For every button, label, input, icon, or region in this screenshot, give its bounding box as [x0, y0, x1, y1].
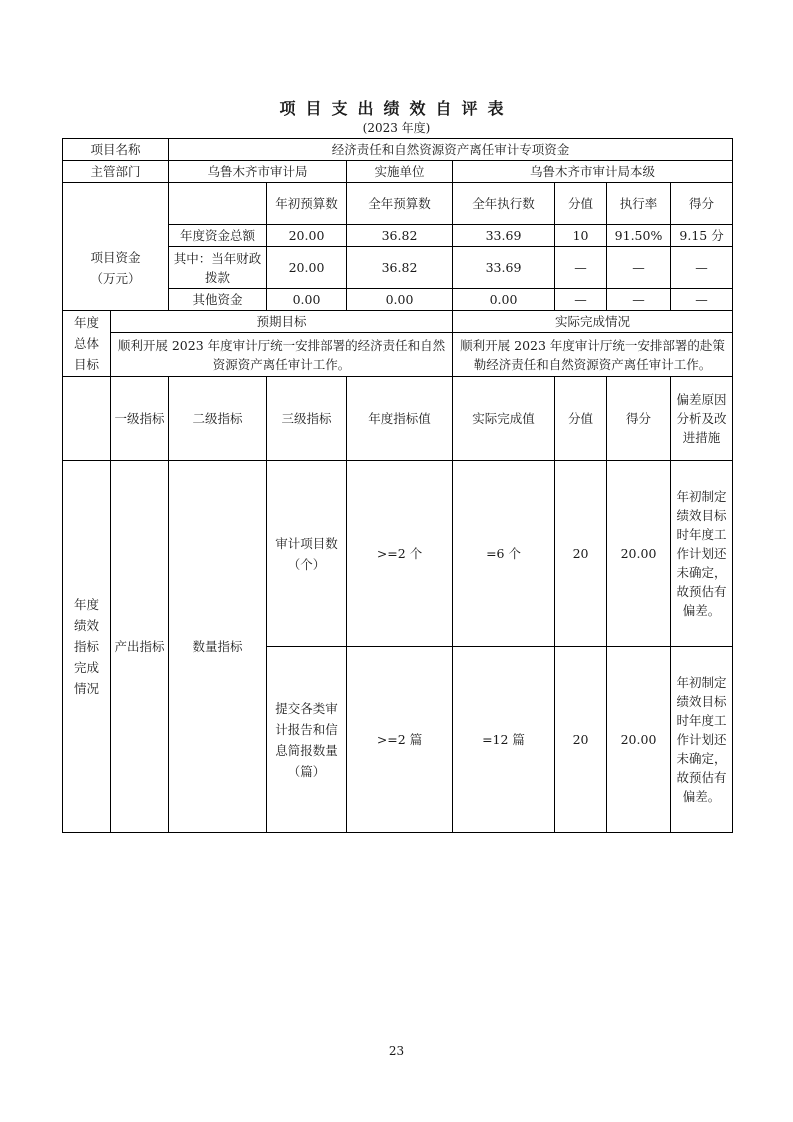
indicator-header-blank	[63, 377, 111, 461]
department-row	[63, 161, 733, 183]
goals-actual: 顺利开展 2023 年度审计厅统一安排部署的赴策勒经济责任和自然资源资产离任审计工作。	[453, 333, 733, 377]
unit-label: 实施单位	[347, 161, 453, 183]
project-name-label: 项目名称	[63, 139, 169, 161]
unit-value: 乌鲁木齐市审计局本级	[453, 161, 733, 183]
funds-header-executed: 全年执行数	[453, 183, 555, 225]
year-subtitle: (2023 年度)	[362, 121, 431, 135]
indicator-level3: 提交各类审计报告和信息简报数量（篇）	[267, 647, 347, 833]
funds-header-row	[63, 183, 733, 225]
indicator-level2: 数量指标	[169, 461, 267, 833]
indicator-header-reason: 偏差原因分析及改进措施	[671, 377, 733, 461]
indicator-score-value: 20	[555, 461, 607, 647]
indicator-section-label: 年度 绩效 指标 完成 情况	[63, 461, 111, 833]
funds-rate: —	[607, 289, 671, 311]
goals-label: 年度 总体 目标	[63, 311, 111, 377]
funds-full: 0.00	[347, 289, 453, 311]
funds-executed: 33.69	[453, 225, 555, 247]
indicator-target: >=2 篇	[347, 647, 453, 833]
goals-expected-header: 预期目标	[111, 311, 453, 333]
indicator-header-score: 得分	[607, 377, 671, 461]
indicator-reason: 年初制定绩效目标时年度工作计划还未确定，故预估有偏差。	[671, 647, 733, 833]
funds-score: 9.15 分	[671, 225, 733, 247]
funds-score-value: —	[555, 247, 607, 289]
indicator-level3: 审计项目数（个）	[267, 461, 347, 647]
indicator-score: 20.00	[607, 461, 671, 647]
dept-value: 乌鲁木齐市审计局	[169, 161, 347, 183]
funds-row-label: 其中：当年财政拨款	[169, 247, 267, 289]
dept-label: 主管部门	[63, 161, 169, 183]
project-name-value: 经济责任和自然资源资产离任审计专项资金	[169, 139, 733, 161]
funds-row-label: 年度资金总额	[169, 225, 267, 247]
indicator-header-score-value: 分值	[555, 377, 607, 461]
funds-score-value: —	[555, 289, 607, 311]
funds-rate: 91.50%	[607, 225, 671, 247]
performance-table	[62, 138, 733, 833]
funds-header-initial: 年初预算数	[267, 183, 347, 225]
funds-header-score-value: 分值	[555, 183, 607, 225]
indicator-header-actual: 实际完成值	[453, 377, 555, 461]
project-name-row	[63, 139, 733, 161]
funds-full: 36.82	[347, 225, 453, 247]
indicator-score-value: 20	[555, 647, 607, 833]
indicator-actual: =6 个	[453, 461, 555, 647]
funds-rate: —	[607, 247, 671, 289]
funds-header-score: 得分	[671, 183, 733, 225]
funds-score-value: 10	[555, 225, 607, 247]
indicator-row	[63, 461, 733, 647]
funds-header-rate: 执行率	[607, 183, 671, 225]
funds-executed: 0.00	[453, 289, 555, 311]
funds-header-full: 全年预算数	[347, 183, 453, 225]
indicator-header-level3: 三级指标	[267, 377, 347, 461]
funds-full: 36.82	[347, 247, 453, 289]
indicator-header-row	[63, 377, 733, 461]
indicator-header-level1: 一级指标	[111, 377, 169, 461]
funds-initial: 0.00	[267, 289, 347, 311]
indicator-target: >=2 个	[347, 461, 453, 647]
indicator-header-level2: 二级指标	[169, 377, 267, 461]
goals-content-row	[63, 333, 733, 377]
page-title: 项目支出绩效自评表	[279, 99, 514, 118]
indicator-reason: 年初制定绩效目标时年度工作计划还未确定，故预估有偏差。	[671, 461, 733, 647]
funds-initial: 20.00	[267, 247, 347, 289]
indicator-level1: 产出指标	[111, 461, 169, 833]
funds-label: 项目资金 （万元）	[63, 183, 169, 311]
indicator-actual: =12 篇	[453, 647, 555, 833]
funds-initial: 20.00	[267, 225, 347, 247]
goals-header-row	[63, 311, 733, 333]
funds-score: —	[671, 247, 733, 289]
indicator-header-target: 年度指标值	[347, 377, 453, 461]
goals-actual-header: 实际完成情况	[453, 311, 733, 333]
funds-subheader-blank	[169, 183, 267, 225]
page-number: 23	[388, 1044, 405, 1058]
funds-row-label: 其他资金	[169, 289, 267, 311]
funds-score: —	[671, 289, 733, 311]
funds-executed: 33.69	[453, 247, 555, 289]
goals-expected: 顺利开展 2023 年度审计厅统一安排部署的经济责任和自然资源资产离任审计工作。	[111, 333, 453, 377]
indicator-score: 20.00	[607, 647, 671, 833]
